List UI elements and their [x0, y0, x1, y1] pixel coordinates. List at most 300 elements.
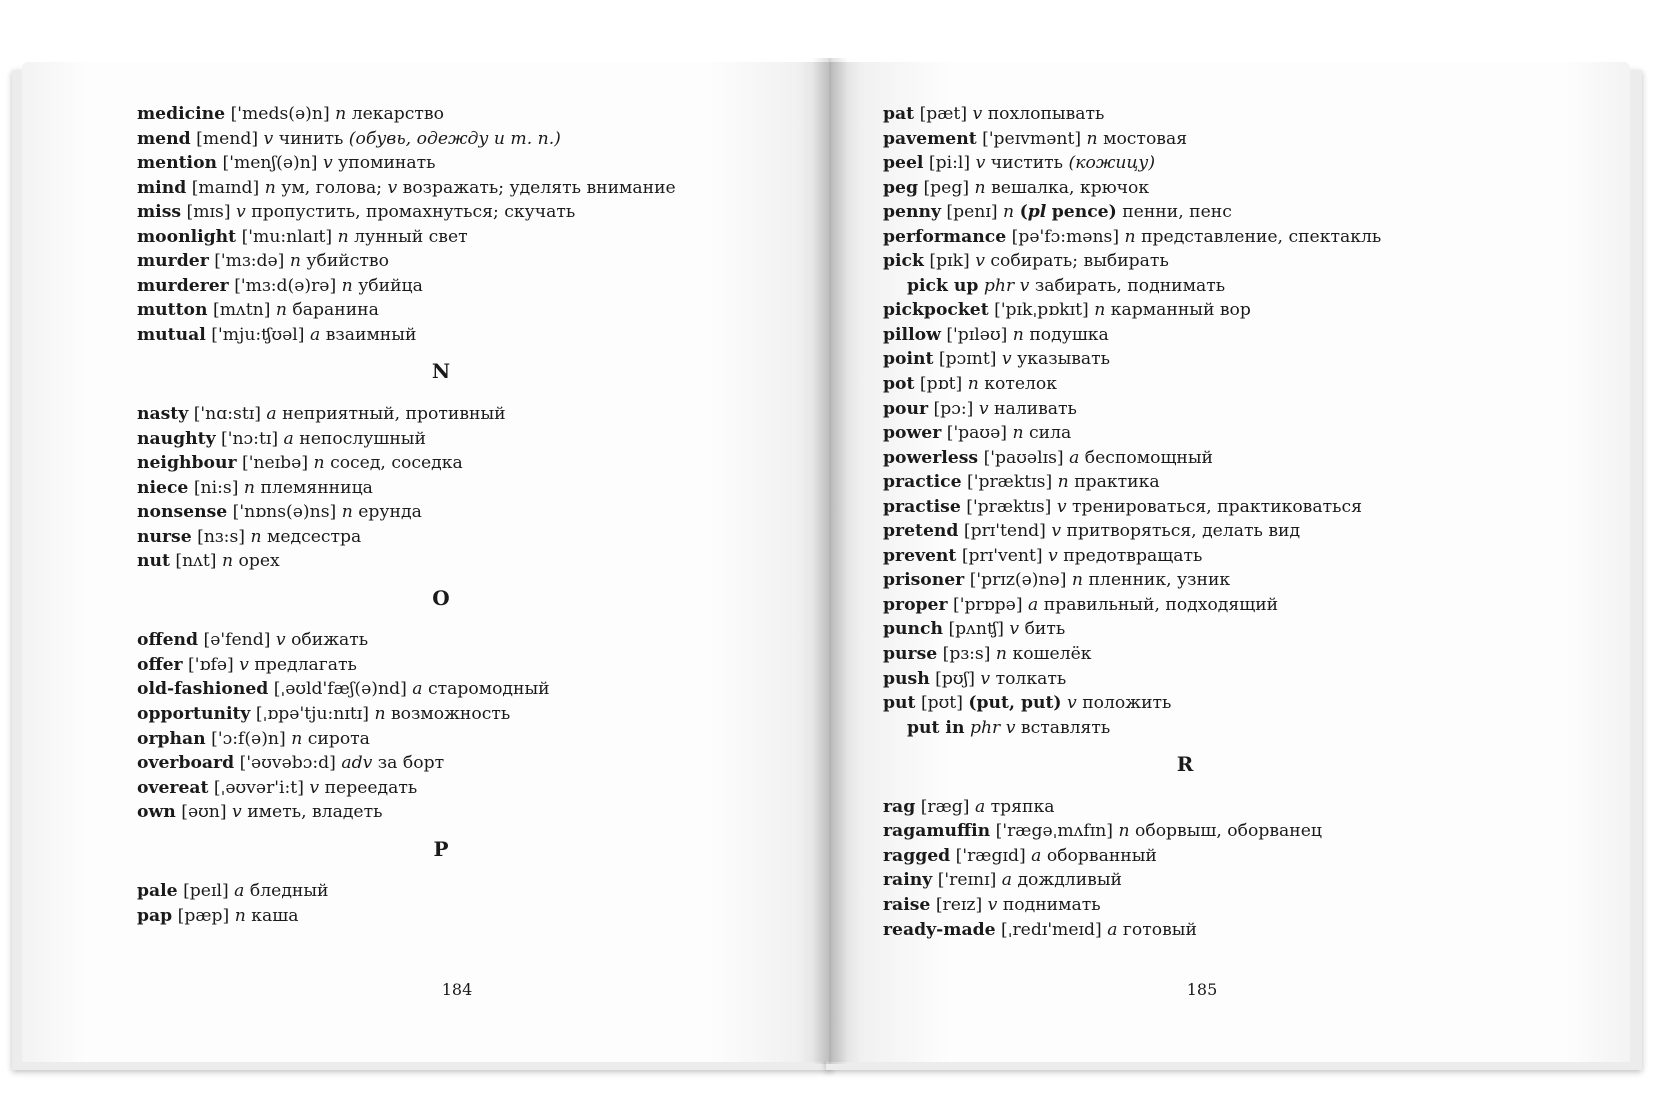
- headword: miss: [137, 202, 182, 223]
- definition: убийца: [358, 275, 423, 296]
- definition: похлопывать: [987, 104, 1105, 124]
- glossary-entry: [883, 176, 1523, 201]
- definition: переедать: [324, 777, 418, 798]
- transcription: [ræg]: [920, 796, 970, 817]
- glossary-entry: [883, 642, 1523, 667]
- part-of-speech: n: [1124, 226, 1136, 247]
- headword: prevent: [883, 545, 957, 566]
- transcription: [mʌtn]: [213, 300, 271, 321]
- glossary-entry: [883, 519, 1523, 544]
- glossary-entry: [883, 347, 1523, 372]
- headword: put: [883, 693, 916, 714]
- part-of-speech: v: [309, 777, 320, 798]
- part-of-speech: n: [1118, 821, 1130, 842]
- headword: mention: [137, 153, 218, 174]
- definition: подушка: [1029, 324, 1109, 345]
- definition: ерунда: [358, 502, 422, 523]
- usage-note: (кожицу): [1068, 153, 1156, 174]
- glossary-entry: [883, 200, 1523, 225]
- definition: возможность: [391, 704, 511, 725]
- definition: сосед, соседка: [330, 453, 463, 474]
- headword: practise: [883, 496, 961, 517]
- part-of-speech: v: [1056, 496, 1067, 517]
- transcription: [pʊt]: [920, 693, 963, 714]
- headword: peg: [883, 177, 918, 198]
- part-of-speech: n: [374, 704, 386, 725]
- definition: притворяться, делать вид: [1066, 521, 1301, 542]
- part-of-speech: n: [1003, 202, 1015, 223]
- glossary-entry: [137, 702, 777, 727]
- part-of-speech: n: [995, 644, 1007, 665]
- verb-forms: (put, put): [968, 693, 1062, 714]
- headword: neighbour: [137, 453, 237, 474]
- transcription: ['mu:nlaɪt]: [241, 226, 333, 247]
- headword: pick: [883, 251, 924, 272]
- glossary-entry: [883, 102, 1523, 127]
- glossary-entry: [137, 549, 777, 574]
- transcription: ['meds(ə)n]: [230, 104, 330, 124]
- headword: penny: [883, 202, 941, 223]
- definition: правильный, подходящий: [1043, 594, 1279, 615]
- headword: peel: [883, 153, 924, 174]
- definition: практика: [1074, 472, 1160, 493]
- transcription: [pɔ:]: [933, 398, 974, 419]
- right-page-glossary: [883, 102, 1523, 942]
- transcription: ['menʃ(ə)n]: [222, 153, 318, 174]
- part-of-speech: a: [1069, 447, 1080, 468]
- definition: убийство: [306, 251, 389, 272]
- transcription: [ni:s]: [193, 477, 239, 498]
- glossary-entry: [883, 691, 1523, 716]
- headword: ragamuffin: [883, 821, 991, 842]
- headword: old-fashioned: [137, 679, 269, 700]
- definition: пенни, пенс: [1122, 202, 1232, 223]
- headword: offer: [137, 654, 183, 675]
- headword: moonlight: [137, 226, 237, 247]
- definition: лекарство: [351, 104, 444, 124]
- glossary-entry: [137, 323, 777, 348]
- transcription: [əʊn]: [181, 802, 227, 823]
- headword: offend: [137, 630, 199, 651]
- definition: старомодный: [427, 679, 550, 700]
- part-of-speech: v: [263, 128, 274, 149]
- transcription: [prɪ'tend]: [963, 521, 1046, 542]
- transcription: ['paʊəlɪs]: [983, 447, 1064, 468]
- section-letter: [883, 752, 1523, 777]
- part-of-speech: v: [1051, 521, 1062, 542]
- part-of-speech: v: [275, 630, 286, 651]
- transcription: ['nɒns(ə)ns]: [232, 502, 337, 523]
- part-of-speech: v: [387, 177, 398, 198]
- headword: performance: [883, 226, 1007, 247]
- glossary-entry: [883, 446, 1523, 471]
- transcription: ['prɒpə]: [953, 594, 1023, 615]
- part-of-speech: adv: [341, 753, 373, 774]
- definition: поднимать: [1002, 894, 1101, 915]
- headword: overeat: [137, 777, 209, 798]
- definition: ум, голова;: [281, 177, 382, 198]
- transcription: [prɪ'vent]: [961, 545, 1043, 566]
- glossary-entry: [883, 421, 1523, 446]
- definition: пропустить, промахнуться; скучать: [251, 202, 576, 223]
- glossary-entry: [137, 751, 777, 776]
- part-of-speech: n: [335, 104, 347, 124]
- definition: чистить: [990, 153, 1064, 174]
- glossary-entry: [137, 127, 777, 152]
- part-of-speech: a: [1031, 845, 1042, 866]
- part-of-speech: n: [1057, 472, 1069, 493]
- part-of-speech: v: [978, 398, 989, 419]
- glossary-entry: [883, 819, 1523, 844]
- headword: rainy: [883, 870, 933, 891]
- headword: murderer: [137, 275, 229, 296]
- headword: pale: [137, 881, 178, 902]
- glossary-entry: [883, 716, 1523, 741]
- part-of-speech: n: [1012, 324, 1024, 345]
- definition: указывать: [1017, 349, 1111, 370]
- glossary-entry: [883, 617, 1523, 642]
- glossary-entry: [883, 544, 1523, 569]
- glossary-entry: [883, 225, 1523, 250]
- transcription: [ə'fend]: [203, 630, 271, 651]
- definition: вставлять: [1020, 717, 1111, 738]
- headword: pretend: [883, 521, 959, 542]
- headword: point: [883, 349, 934, 370]
- definition: медсестра: [267, 526, 362, 547]
- book-gutter: [812, 58, 848, 1064]
- transcription: ['paʊə]: [946, 423, 1007, 444]
- transcription: ['əʊvəbɔ:d]: [239, 753, 336, 774]
- glossary-entry: [137, 628, 777, 653]
- part-of-speech: v: [1001, 349, 1012, 370]
- definition: обижать: [291, 630, 369, 651]
- transcription: ['præktɪs]: [967, 472, 1053, 493]
- part-of-speech: phr: [969, 717, 1001, 738]
- part-of-speech: a: [974, 796, 986, 817]
- headword: mind: [137, 177, 187, 198]
- definition: собирать; выбирать: [990, 251, 1169, 272]
- headword: pickpocket: [883, 300, 989, 321]
- transcription: ['ɒfə]: [188, 654, 234, 675]
- definition: упоминать: [338, 153, 436, 174]
- transcription: [pɔɪnt]: [938, 349, 997, 370]
- headword: ready-made: [883, 919, 996, 940]
- glossary-entry: [137, 402, 777, 427]
- transcription: [penɪ]: [946, 202, 998, 223]
- headword: niece: [137, 477, 189, 498]
- headword: orphan: [137, 728, 206, 749]
- headword: naughty: [137, 428, 216, 449]
- transcription: ['rægɪd]: [955, 845, 1026, 866]
- part-of-speech: a: [1001, 870, 1012, 891]
- section-letter-text: N: [431, 359, 451, 384]
- transcription: [reɪz]: [935, 894, 983, 915]
- headword: murder: [137, 251, 209, 272]
- glossary-entry: [137, 677, 777, 702]
- glossary-entry: [137, 727, 777, 752]
- definition: оборванный: [1046, 845, 1157, 866]
- part-of-speech: n: [974, 177, 986, 198]
- headword: rag: [883, 796, 916, 817]
- part-of-speech: a: [309, 324, 321, 345]
- definition: предотвращать: [1063, 545, 1203, 566]
- transcription: [mend]: [196, 128, 259, 149]
- glossary-entry: [137, 451, 777, 476]
- glossary-entry: [137, 298, 777, 323]
- glossary-entry: [883, 470, 1523, 495]
- headword: mutual: [137, 324, 206, 345]
- transcription: [peg]: [923, 177, 970, 198]
- glossary-entry: [137, 879, 777, 904]
- headword: medicine: [137, 104, 226, 124]
- transcription: ['mɜ:d(ə)rə]: [234, 275, 337, 296]
- transcription: [nɜ:s]: [197, 526, 245, 547]
- definition: баранина: [292, 300, 379, 321]
- definition: возражать; уделять внимание: [402, 177, 676, 198]
- right-page-number: 185: [1186, 980, 1218, 999]
- definition: кошелёк: [1012, 644, 1092, 665]
- transcription: ['nɑ:stɪ]: [193, 404, 261, 425]
- glossary-entry: [883, 397, 1523, 422]
- definition: беспомощный: [1084, 447, 1214, 468]
- part-of-speech: n: [1086, 128, 1098, 149]
- transcription: ['nɔ:tɪ]: [221, 428, 279, 449]
- plural-marker: pl: [1027, 202, 1047, 223]
- part-of-speech: v: [980, 668, 991, 689]
- glossary-entry: [883, 495, 1523, 520]
- definition: тряпка: [990, 796, 1055, 817]
- transcription: ['rægəˌmʌfɪn]: [995, 821, 1113, 842]
- glossary-entry: [137, 427, 777, 452]
- headword: nasty: [137, 404, 189, 425]
- part-of-speech: n: [1094, 300, 1106, 321]
- part-of-speech: n: [967, 374, 979, 395]
- left-page-number: 184: [441, 980, 473, 999]
- glossary-entry: [137, 225, 777, 250]
- part-of-speech: v: [1048, 545, 1058, 566]
- part-of-speech: phr: [983, 275, 1015, 296]
- definition: лунный свет: [354, 226, 468, 247]
- headword: own: [137, 802, 176, 823]
- section-letter: [137, 586, 777, 611]
- definition: котелок: [984, 374, 1058, 395]
- part-of-speech: v: [975, 251, 985, 272]
- headword: nut: [137, 551, 170, 572]
- transcription: [ˌɒpə'tju:nɪtɪ]: [255, 704, 369, 725]
- definition: положить: [1082, 693, 1172, 714]
- section-letter-text: R: [1176, 752, 1194, 777]
- usage-note: (обувь, одежду и т. п.): [348, 128, 561, 149]
- part-of-speech: a: [283, 428, 294, 449]
- headword: powerless: [883, 447, 979, 468]
- section-letter: [137, 359, 777, 384]
- transcription: [pʊʃ]: [935, 668, 975, 689]
- transcription: [ˌredɪ'meɪd]: [1001, 919, 1102, 940]
- transcription: ['præktɪs]: [966, 496, 1052, 517]
- transcription: [pɒt]: [919, 374, 963, 395]
- headword: pat: [883, 104, 915, 124]
- transcription: ['neɪbə]: [241, 453, 309, 474]
- definition: тренироваться, практиковаться: [1072, 496, 1362, 517]
- glossary-entry: [883, 249, 1523, 274]
- headword: pillow: [883, 324, 941, 345]
- part-of-speech: v: [1009, 619, 1020, 640]
- glossary-entry: [137, 102, 777, 127]
- headword: mend: [137, 128, 191, 149]
- transcription: [ˌəʊld'fæʃ(ə)nd]: [273, 679, 407, 700]
- glossary-entry: [883, 372, 1523, 397]
- glossary-entry: [137, 500, 777, 525]
- part-of-speech: n: [313, 453, 325, 474]
- definition: орех: [238, 551, 280, 572]
- glossary-entry: [137, 476, 777, 501]
- part-of-speech: n: [337, 226, 349, 247]
- glossary-entry: [137, 274, 777, 299]
- part-of-speech: v: [987, 894, 998, 915]
- glossary-entry: [137, 249, 777, 274]
- glossary-entry: [137, 776, 777, 801]
- transcription: [mɪs]: [186, 202, 231, 223]
- transcription: ['ɔ:f(ə)n]: [211, 728, 286, 749]
- section-letter: [137, 837, 777, 862]
- glossary-entry: [137, 800, 777, 825]
- headword: pap: [137, 905, 173, 926]
- definition: карманный вор: [1110, 300, 1251, 321]
- transcription: [peɪl]: [183, 881, 229, 902]
- headword: nonsense: [137, 502, 228, 523]
- transcription: [pɜ:s]: [942, 644, 991, 665]
- glossary-entry: [883, 868, 1523, 893]
- headword: practice: [883, 472, 962, 493]
- glossary-entry: [883, 274, 1523, 299]
- part-of-speech: n: [250, 526, 262, 547]
- transcription: [nʌt]: [175, 551, 217, 572]
- glossary-entry: [137, 151, 777, 176]
- transcription: ['mju:ʧʊəl]: [211, 324, 305, 345]
- glossary-entry: [137, 176, 777, 201]
- part-of-speech: n: [1012, 423, 1024, 444]
- definition: каша: [251, 905, 299, 926]
- part-of-speech: n: [341, 502, 353, 523]
- transcription: [ˌəʊvər'i:t]: [213, 777, 304, 798]
- part-of-speech: v: [232, 802, 242, 823]
- glossary-entry: [883, 323, 1523, 348]
- glossary-entry: [883, 844, 1523, 869]
- definition: бить: [1024, 619, 1066, 640]
- headword: raise: [883, 894, 931, 915]
- definition: готовый: [1122, 919, 1197, 940]
- definition: непослушный: [299, 428, 426, 449]
- glossary-entry: [137, 653, 777, 678]
- definition: племянница: [260, 477, 373, 498]
- definition: наливать: [994, 398, 1077, 419]
- part-of-speech: n: [291, 728, 303, 749]
- transcription: [pɪk]: [929, 251, 970, 272]
- definition: иметь, владеть: [247, 802, 383, 823]
- headword: prisoner: [883, 570, 965, 591]
- definition: представление, спектакль: [1141, 226, 1382, 247]
- part-of-speech: n: [221, 551, 234, 572]
- definition: мостовая: [1103, 128, 1188, 149]
- definition: толкать: [995, 668, 1067, 689]
- part-of-speech: n: [275, 300, 287, 321]
- definition: дождливый: [1017, 870, 1122, 891]
- section-letter-text: P: [433, 836, 449, 861]
- glossary-entry: [883, 667, 1523, 692]
- glossary-entry: [883, 151, 1523, 176]
- definition: неприятный, противный: [282, 404, 506, 425]
- headword: pour: [883, 398, 929, 419]
- transcription: [pæt]: [919, 104, 968, 124]
- transcription: [pʌnʧ]: [948, 619, 1004, 640]
- definition: сирота: [307, 728, 370, 749]
- headword: mutton: [137, 300, 208, 321]
- part-of-speech: a: [412, 679, 423, 700]
- transcription: [pæp]: [177, 905, 230, 926]
- definition: пленник, узник: [1088, 570, 1231, 591]
- headword: opportunity: [137, 704, 251, 725]
- part-of-speech: n: [243, 477, 255, 498]
- plural-paren: (: [1019, 202, 1028, 223]
- plural-form: pence): [1051, 202, 1117, 223]
- glossary-entry: [883, 127, 1523, 152]
- part-of-speech: n: [234, 905, 246, 926]
- definition: сила: [1028, 423, 1072, 444]
- glossary-entry: [137, 525, 777, 550]
- part-of-speech: v: [1067, 693, 1077, 714]
- headword: pick up: [907, 275, 979, 296]
- part-of-speech: a: [1107, 919, 1118, 940]
- transcription: ['pɪləʊ]: [946, 324, 1008, 345]
- transcription: ['reɪnɪ]: [937, 870, 997, 891]
- part-of-speech: n: [264, 177, 276, 198]
- part-of-speech: v: [322, 153, 333, 174]
- glossary-entry: [883, 918, 1523, 943]
- transcription: ['mɜ:də]: [214, 251, 285, 272]
- definition: оборвыш, оборванец: [1135, 821, 1322, 842]
- part-of-speech: v: [239, 654, 249, 675]
- left-page-glossary: [137, 102, 777, 928]
- part-of-speech: n: [1071, 570, 1083, 591]
- part-of-speech: a: [266, 404, 277, 425]
- part-of-speech: v: [1019, 275, 1030, 296]
- transcription: [maɪnd]: [191, 177, 260, 198]
- headword: power: [883, 423, 942, 444]
- part-of-speech: a: [1028, 594, 1039, 615]
- glossary-entry: [883, 298, 1523, 323]
- definition: взаимный: [325, 324, 417, 345]
- transcription: ['prɪz(ə)nə]: [969, 570, 1067, 591]
- definition: чинить: [278, 128, 344, 149]
- part-of-speech: n: [341, 275, 353, 296]
- part-of-speech: n: [289, 251, 301, 272]
- headword: ragged: [883, 845, 951, 866]
- definition: за борт: [377, 753, 445, 774]
- headword: punch: [883, 619, 943, 640]
- headword: pot: [883, 374, 915, 395]
- transcription: ['pɪkˌpɒkɪt]: [994, 300, 1089, 321]
- transcription: ['peɪvmənt]: [982, 128, 1082, 149]
- headword: nurse: [137, 526, 192, 547]
- part-of-speech: v: [972, 104, 983, 124]
- glossary-entry: [137, 200, 777, 225]
- definition: забирать, поднимать: [1034, 275, 1226, 296]
- headword: pavement: [883, 128, 977, 149]
- glossary-entry: [883, 593, 1523, 618]
- glossary-entry: [137, 904, 777, 929]
- glossary-entry: [883, 568, 1523, 593]
- definition: бледный: [249, 881, 329, 902]
